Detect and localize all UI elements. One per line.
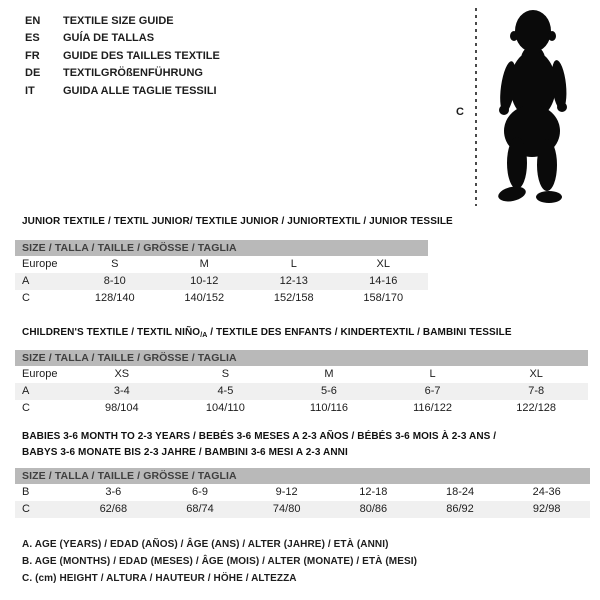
table-cell: 18-24 [445, 486, 475, 498]
table-cell: XL [376, 258, 390, 270]
row-label: Europe [22, 368, 58, 380]
junior-section-title: JUNIOR TEXTILE / TEXTIL JUNIOR/ TEXTILE JUNIOR / JUNIORTEXTIL / JUNIOR TESSILE [22, 216, 453, 227]
height-measure-figure [440, 0, 600, 215]
table-cell: 74/80 [272, 503, 301, 515]
row-label: A [22, 385, 30, 397]
language-code: IT [25, 84, 35, 97]
table-cell: L [290, 258, 297, 270]
table-cell: 62/68 [99, 503, 128, 515]
table-cell: 6-9 [192, 486, 208, 498]
table-cell: 68/74 [186, 503, 214, 515]
table-cell: 152/158 [273, 292, 314, 304]
table-row [15, 400, 588, 417]
language-code: ES [25, 32, 40, 45]
table-cell: M [324, 368, 334, 380]
junior-size-table [15, 240, 428, 307]
table-row [15, 366, 588, 383]
row-label: C [22, 292, 30, 304]
children-table-body [15, 366, 588, 417]
table-cell: XS [114, 368, 130, 380]
language-row-es [25, 30, 220, 47]
children-title-post: / TEXTILE DES ENFANTS / KINDERTEXTIL / BAMBINI TESSILE [207, 327, 512, 338]
table-row [15, 484, 590, 501]
language-code: FR [25, 49, 40, 62]
table-cell: 110/116 [309, 402, 349, 414]
babies-table-body [15, 484, 590, 518]
table-cell: 9-12 [275, 486, 298, 498]
language-code: EN [25, 15, 41, 27]
row-label: B [22, 486, 30, 498]
language-row-fr [25, 48, 220, 65]
table-cell: 86/92 [446, 503, 474, 515]
table-cell: 6-7 [424, 385, 441, 397]
language-row-en [25, 13, 220, 30]
row-label: C [22, 503, 30, 515]
language-label: TEXTILE SIZE GUIDE [63, 15, 174, 27]
footnote-age-months: B. AGE (MONTHS) / EDAD (MESES) / ÂGE (MOIS) / ALTER (MONATE) / ETÀ (MESI) [22, 556, 418, 568]
row-label: C [22, 402, 30, 414]
footnote-legend [22, 536, 417, 588]
table-cell: 10-12 [190, 275, 219, 287]
table-cell: 5-6 [321, 385, 337, 397]
babies-section-title [22, 429, 496, 460]
row-label: Europe [22, 258, 58, 270]
language-label: TEXTILGRÖßENFÜHRUNG [63, 67, 203, 80]
table-cell: 14-16 [369, 275, 398, 287]
table-cell: 116/122 [413, 402, 453, 414]
table-cell: XL [529, 368, 543, 380]
table-cell: M [199, 258, 209, 270]
footnote-age-years: A. AGE (YEARS) / EDAD (AÑOS) / ÂGE (ANS) / ALTER (JAHRE) / ETÀ (ANNI) [22, 539, 389, 550]
table-cell: 98/104 [104, 402, 139, 414]
table-cell: 140/152 [184, 292, 225, 304]
table-cell: L [429, 368, 436, 380]
language-label: GUIDA ALLE TAGLIE TESSILI [63, 84, 217, 97]
table-cell: 4-5 [217, 385, 234, 397]
language-label: GUÍA DE TALLAS [63, 32, 155, 45]
language-row-de [25, 65, 220, 82]
table-cell: 3-6 [105, 486, 122, 498]
children-title-pre: CHILDREN'S TEXTILE / TEXTIL NIÑO [22, 327, 201, 338]
table-cell: S [221, 368, 230, 380]
size-header-bar: SIZE / TALLA / TAILLE / GRÖSSE / TAGLIA [15, 240, 428, 256]
table-row [15, 273, 428, 290]
table-cell: 12-18 [359, 486, 388, 498]
size-header-bar: SIZE / TALLA / TAILLE / GRÖSSE / TAGLIA [15, 468, 590, 484]
table-cell: 3-4 [113, 385, 130, 397]
table-cell: 8-10 [103, 275, 126, 287]
babies-title-line1: BABIES 3-6 MONTH TO 2-3 YEARS / BEBÉS 3-6 MESES A 2-3 AÑOS / BÉBÉS 3-6 MOIS À 2-3 ANS / [22, 431, 497, 442]
table-cell: 7-8 [528, 385, 545, 397]
table-cell: 24-36 [532, 486, 561, 498]
babies-size-table [15, 468, 590, 518]
size-header-bar: SIZE / TALLA / TAILLE / GRÖSSE / TAGLIA [15, 350, 588, 366]
babies-title-line2: BABYS 3-6 MONATE BIS 2-3 JAHRE / BAMBINI 3-6 MESI A 2-3 ANNI [22, 446, 348, 458]
table-cell: 104/110 [205, 402, 245, 414]
baby-silhouette-icon [487, 7, 579, 207]
junior-table-body [15, 256, 428, 307]
children-size-table [15, 350, 588, 417]
table-row [15, 383, 588, 400]
footnote-height-cm: C. (cm) HEIGHT / ALTURA / HAUTEUR / HÖHE / ALTEZZA [22, 573, 297, 585]
row-label: A [22, 275, 30, 287]
table-cell: 12-13 [279, 275, 308, 287]
language-row-it [25, 83, 220, 100]
language-label: GUIDE DES TAILLES TEXTILE [63, 49, 220, 62]
table-cell: 122/128 [516, 402, 557, 414]
table-cell: 158/170 [363, 292, 404, 304]
table-row [15, 290, 428, 307]
children-section-title [22, 327, 512, 338]
height-measure-label: C [456, 106, 464, 118]
table-row [15, 256, 428, 273]
table-cell: 80/86 [359, 503, 388, 515]
height-dotted-line [475, 8, 477, 206]
language-code: DE [25, 67, 41, 80]
table-cell: 128/140 [94, 292, 135, 304]
table-cell: 92/98 [532, 503, 561, 515]
children-title-subscript: /A [200, 332, 208, 339]
language-list [25, 13, 220, 100]
table-row [15, 501, 590, 518]
table-cell: S [111, 258, 119, 270]
